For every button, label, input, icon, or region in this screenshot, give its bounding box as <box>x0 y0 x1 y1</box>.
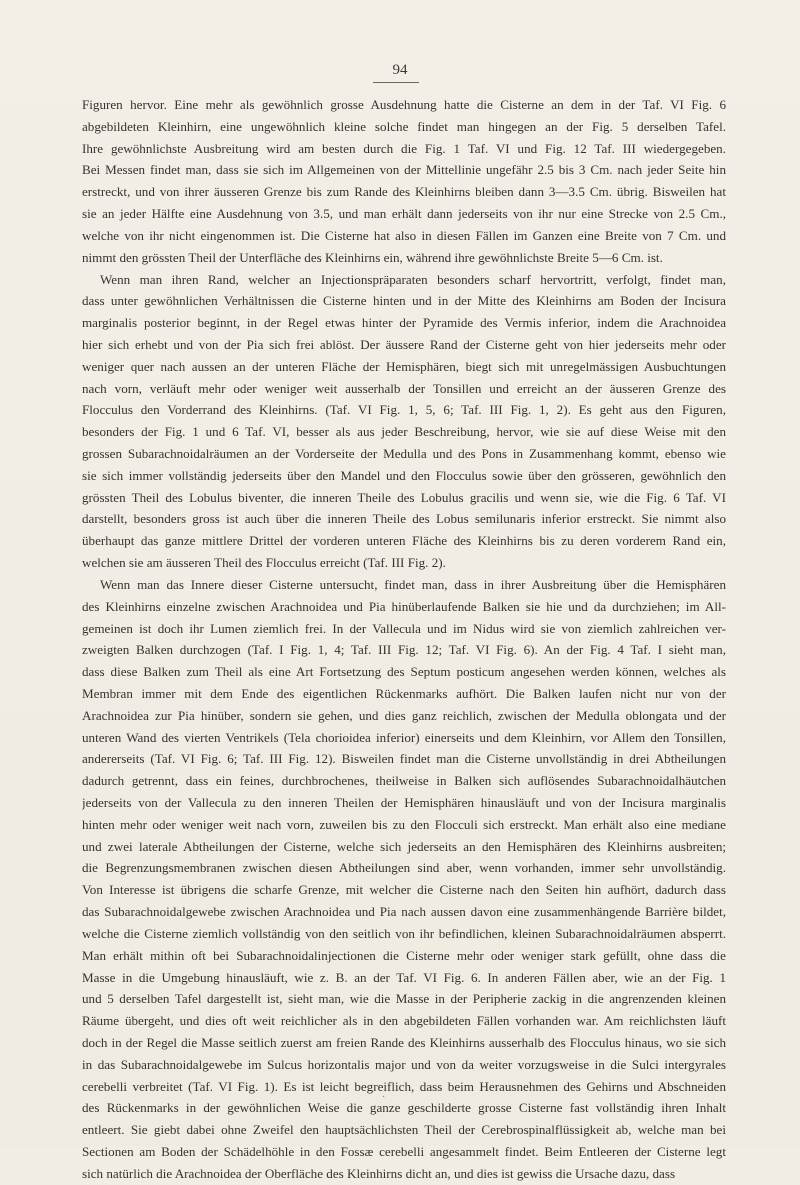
text-line: hinten mehr oder weniger weit nach vorn, zuweilen bis zu den Flocculi sich erstreckt. Man erhält also eine mediane <box>82 816 726 832</box>
text-line: Flocculus den Vorderrand des Kleinhirns. (Taf. VI Fig. 1, 5, 6; Taf. III Fig. 1, 2). Es geht aus den Figuren, <box>82 402 726 418</box>
text-line: Masse in die Umgebung hinausläuft, wie z. B. an der Taf. VI Fig. 6. In anderen Fällen aber, wie an der Fig. 1 <box>82 969 726 985</box>
page-number: 94 <box>392 62 408 78</box>
text-line: des Kleinhirns einzelne zwischen Arachnoidea und Pia hinüberlaufende Balken sie hie und da durchziehen; im All- <box>82 598 726 614</box>
text-line: hier sich erhebt und von der Pia sich frei ablöst. Der äussere Rand der Cisterne geht von hier jederseits mehr oder <box>82 336 726 352</box>
text-line: jederseits von der Vallecula zu den inneren Theilen der Hemisphären hinausläuft und von der Incisura marginalis <box>82 795 726 810</box>
text-line: das Subarachnoidalgewebe zwischen Arachnoidea und Pia nach aussen davon eine zusammenhängende Barrière bildet, <box>82 904 726 920</box>
text-line: cerebelli verbreitet (Taf. VI Fig. 1). Es ist leicht begreiflich, dass beim Herausnehmen des Gehirns und Abschneiden <box>82 1078 726 1094</box>
text-line: darstellt, besonders gross ist auch über die inneren Theile des Lobus semilunaris inferior erstreckt. Sie nimmt also <box>82 511 726 527</box>
body-text <box>82 94 726 1185</box>
text-line: in das Subarachnoidalgewebe im Sulcus horizontalis major und von da weiter vorzugsweise in die Sulci intergyrales <box>82 1056 726 1072</box>
text-line: weniger quer nach aussen an der unteren Fläche der Hemisphären, biegt sich mit unregelmässigen Ausbuchtungen <box>82 358 726 374</box>
text-line: und zwei laterale Abtheilungen der Cisterne, welche sich jederseits an den Hemisphären des Kleinhirns ausbreiten; <box>82 838 726 854</box>
text-line: die Begrenzungsmembranen zwischen diesen Abtheilungen sind aber, wenn vorhanden, immer sehr unvollständig. <box>82 860 726 876</box>
text-line: entleert. Sie giebt dabei ohne Zweifel den hauptsächlichsten Theil der Cerebrospinalflüssigkeit ab, welche man bei <box>82 1122 726 1138</box>
text-line: nimmt den grössten Theil der Unterfläche des Kleinhirns ein, während ihre gewöhnlichste Breite 5—6 Cm. ist. <box>82 249 663 265</box>
text-line: zweigten Balken durchzogen (Taf. I Fig. 1, 4; Taf. III Fig. 12; Taf. VI Fig. 6). An der Fig. 4 Taf. I sieht man, <box>82 642 726 658</box>
text-line: des Rückenmarks in der gewöhnlichen Weise die ganze geschilderte grosse Cisterne fast vollständig ihren Inhalt <box>82 1100 726 1116</box>
text-line: gemeinen ist doch ihr Lumen ziemlich frei. In der Vallecula und im Nidus wird sie von ziemlich zahlreichen ver- <box>82 620 726 636</box>
text-line: Von Interesse ist übrigens die scharfe Grenze, mit welcher die Cisterne nach den Seiten hin aufhört, dadurch dass <box>82 882 726 898</box>
text-line: Membran immer mit dem Ende des eigentlichen Rückenmarks aufhört. Die Balken laufen nicht nur von der <box>82 685 726 701</box>
text-line: und 5 derselben Tafel dargestellt ist, sieht man, wie die Masse in der Peripherie zackig in die angrenzenden kleinen <box>82 991 726 1007</box>
text-line: marginalis posterior beginnt, in der Regel etwas hinter der Pyramide des Vermis inferior, indem die Arachnoidea <box>82 315 726 331</box>
text-line: andererseits (Taf. VI Fig. 6; Taf. III Fig. 12). Bisweilen findet man die Cisterne unvollständig in drei Abtheilungen <box>82 751 726 767</box>
text-line: Arachnoidea zur Pia hinüber, sondern sie gehen, und dies ganz reichlich, zwischen der Medulla oblongata und der <box>82 707 726 723</box>
text-line: grössten Theil des Lobulus biventer, die inneren Theile des Lobulus gracilis und wenn sie, wie die Fig. 6 Taf. VI <box>82 489 726 505</box>
text-line: Räume übergeht, und dies oft weit reichlicher als in den abgebildeten Fällen vorhanden war. Am reichlichsten läuft <box>82 1013 726 1029</box>
text-line: sie an jeder Hälfte eine Ausdehnung von 3.5, und man erhält dann jederseits von ihr nur eine Strecke von 2.5 Cm., <box>82 206 726 222</box>
text-line: überhaupt das ganze mittlere Drittel der vorderen unteren Fläche des Kleinhirns bis zu deren vorderem Rand ein, <box>82 533 726 549</box>
text-line: sie sich immer vollständig jederseits über den Mandel und den Flocculus sowie über den grösseren, gewöhnlich den <box>82 467 726 483</box>
text-line: dadurch getrennt, dass ein feines, durchbrochenes, theilweise in Balken sich auflösendes Subarachnoidalhäutchen <box>82 773 726 789</box>
text-line: welche von ihr nicht eingenommen ist. Die Cisterne hat also in diesen Fällen im Ganzen eine Breite von 7 Cm. und <box>82 227 726 243</box>
text-line: welche die Cisterne ziemlich vollständig von den seitlich von ihr befindlichen, kleinen Subarachnoidalräumen absperrt. <box>82 925 726 941</box>
text-line: Wenn man das Innere dieser Cisterne untersucht, findet man, dass in ihrer Ausbreitung über die Hemisphären <box>100 576 726 592</box>
text-line: Figuren hervor. Eine mehr als gewöhnlich grosse Ausdehnung hatte die Cisterne an dem in der Taf. VI Fig. 6 <box>82 97 726 112</box>
text-line: Man erhält mithin oft bei Subarachnoidalinjectionen die Cisterne mehr oder weniger stark gefüllt, ohne dass die <box>82 947 726 963</box>
text-line: besonders der Fig. 1 und 6 Taf. VI, besser als aus jeder Beschreibung, hervor, wie sie auf diese Weise mit den <box>82 424 726 440</box>
page-number-rule <box>373 82 419 83</box>
text-line: sich natürlich die Arachnoidea der Oberfläche des Kleinhirns dicht an, und dies ist gewiss die Ursache dazu, dass <box>82 1165 676 1181</box>
text-line: Wenn man ihren Rand, welcher an Injectionspräparaten besonders scharf hervortritt, verfolgt, findet man, <box>100 271 726 287</box>
text-line: dass diese Balken zum Theil als eine Art Fortsetzung des Septum posticum angesehen werden können, welches als <box>82 664 726 680</box>
text-line: Bei Messen findet man, dass sie sich im Allgemeinen von der Mittellinie ungefähr 2.5 bis 3 Cm. nach jeder Seite hin <box>82 162 726 178</box>
text-line: unteren Wand des vierten Ventrikels (Tela chorioidea inferior) einerseits und dem Kleinhirn, vor Allem den Tonsillen, <box>82 729 726 745</box>
text-line: dass unter gewöhnlichen Verhältnissen die Cisterne hinten und in der Mitte des Kleinhirns am Boden der Incisura <box>82 293 726 309</box>
text-line: Ihre gewöhnlichste Ausbreitung wird am besten durch die Fig. 1 Taf. VI und Fig. 12 Taf. III wiedergegeben. <box>82 140 726 156</box>
text-line: welchen sie am äusseren Theil des Flocculus erreicht (Taf. III Fig. 2). <box>82 555 446 571</box>
text-line: Sectionen am Boden der Schädelhöhle in den Fossæ cerebelli angesammelt findet. Beim Entleeren der Cisterne legt <box>82 1144 726 1159</box>
print-speck: · <box>382 1092 386 1103</box>
text-line: doch in der Regel die Masse seitlich zuerst am freien Rande des Kleinhirns ausserhalb des Flocculus hinaus, wo sie sich <box>82 1034 726 1050</box>
text-line: nach vorn, verläuft mehr oder weniger weit ausserhalb der Tonsillen und erreicht an der äusseren Grenze des <box>82 380 726 396</box>
text-line: abgebildeten Kleinhirn, eine ungewöhnlich kleine solche findet man hingegen an der Fig. 5 derselben Tafel. <box>82 118 726 134</box>
text-line: grossen Subarachnoidalräumen an der Vorderseite der Medulla und des Pons in Zusammenhang kommt, ebenso wie <box>82 446 726 461</box>
text-line: erstreckt, und von ihrer äusseren Grenze bis zum Rande des Kleinhirns bleiben dann 3—3.5 Cm. übrig. Bisweilen hat <box>82 184 726 200</box>
